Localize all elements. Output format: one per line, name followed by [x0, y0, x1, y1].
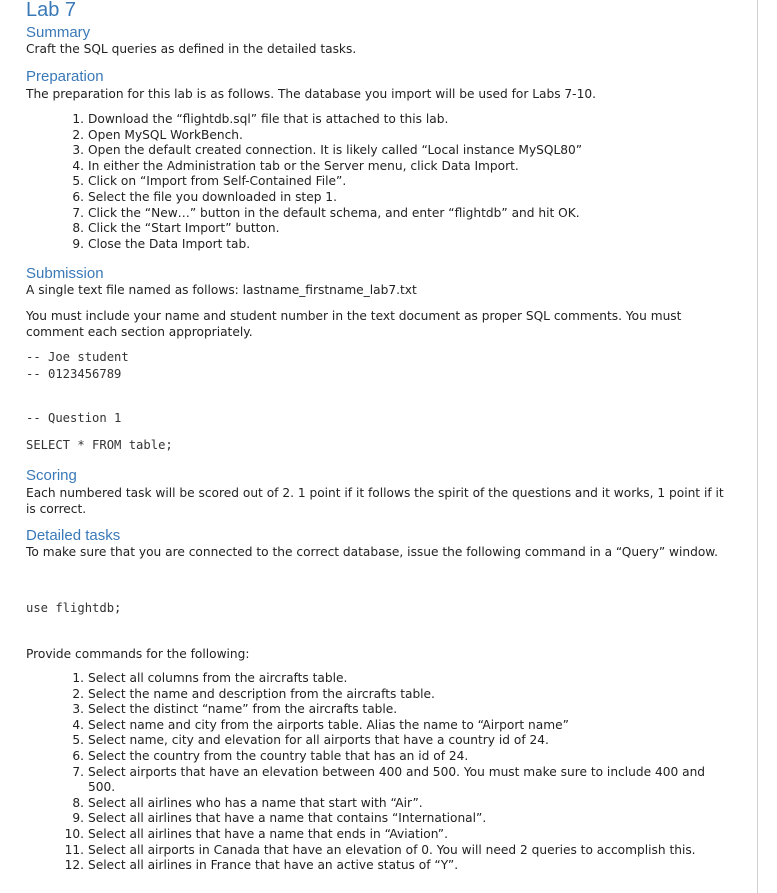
list-item: 11. Select all airports in Canada that have an elevation of 0. You will need 2 queries to accomplish this.: [64, 842, 696, 857]
list-item: 7. Select airports that have an elevation between 400 and 500. You must make sure to include 400 and 500.: [72, 764, 706, 795]
list-item: 10. Select all airlines that have a name that ends in “Aviation”.: [64, 826, 448, 841]
preparation-intro: The preparation for this lab is as follows. The database you import will be used for Labs 7-10.: [26, 87, 596, 101]
list-item: 8. Select all airlines who has a name that start with “Air”.: [72, 795, 423, 810]
list-item: 2. Select the name and description from the aircrafts table.: [72, 686, 435, 701]
submission-instructions: You must include your name and student number in the text document as proper SQL comments. You must comment each section appropriately.: [26, 309, 682, 339]
list-item: 1. Download the “flightdb.sql” file that is attached to this lab.: [72, 112, 449, 126]
scoring-heading: Scoring: [26, 467, 77, 484]
summary-text: Craft the SQL queries as defined in the detailed tasks.: [26, 42, 357, 56]
list-item: 6. Select the country from the country table that has an id of 24.: [72, 748, 469, 763]
list-item: 7. Click the “New…” button in the default schema, and enter “flightdb” and hit OK.: [72, 205, 580, 220]
list-item: 8. Click the “Start Import” button.: [72, 221, 280, 236]
code-comment-number: -- 0123456789: [26, 367, 122, 381]
list-item: 12. Select all airlines in France that have an active status of “Y”.: [64, 858, 459, 873]
list-item: 6. Select the file you downloaded in step 1.: [72, 189, 337, 204]
list-item: 9. Close the Data Import tab.: [72, 236, 251, 251]
scoring-text: Each numbered task will be scored out of 2. 1 point if it follows the spirit of the questions and it works, 1 point if it is correct.: [26, 486, 724, 516]
list-item: 4. Select name and city from the airports table. Alias the name to “Airport name”: [72, 717, 569, 732]
page-title: Lab 7: [26, 0, 77, 21]
list-item: 4. In either the Administration tab or the Server menu, click Data Import.: [72, 158, 519, 173]
code-select: SELECT * FROM table;: [26, 438, 173, 452]
list-item: 1. Select all columns from the aircrafts table.: [72, 671, 348, 685]
preparation-heading: Preparation: [26, 68, 104, 85]
preparation-steps: [40, 112, 728, 252]
list-item: 5. Select name, city and elevation for all airports that have a country id of 24.: [72, 733, 549, 748]
provide-commands-text: Provide commands for the following:: [26, 647, 250, 661]
list-item: 5. Click on “Import from Self-Contained File”.: [72, 174, 347, 189]
list-item: 2. Open MySQL WorkBench.: [72, 127, 243, 142]
code-comment-question: -- Question 1: [26, 411, 122, 425]
list-item: 9. Select all airlines that have a name that contains “International”.: [72, 811, 487, 826]
detailed-tasks-heading: Detailed tasks: [26, 527, 121, 544]
detailed-tasks-intro: To make sure that you are connected to the correct database, issue the following command in a “Query” window.: [26, 545, 719, 559]
task-list: [40, 671, 728, 874]
submission-file-line: A single text file named as follows: lastname_firstname_lab7.txt: [26, 283, 417, 297]
list-item: 3. Select the distinct “name” from the aircrafts table.: [72, 702, 398, 717]
code-comment-name: -- Joe student: [26, 350, 129, 364]
code-use-db: use flightdb;: [26, 601, 122, 615]
list-item: 3. Open the default created connection. It is likely called “Local instance MySQL80”: [72, 143, 583, 158]
summary-heading: Summary: [26, 24, 91, 41]
submission-heading: Submission: [26, 265, 104, 282]
